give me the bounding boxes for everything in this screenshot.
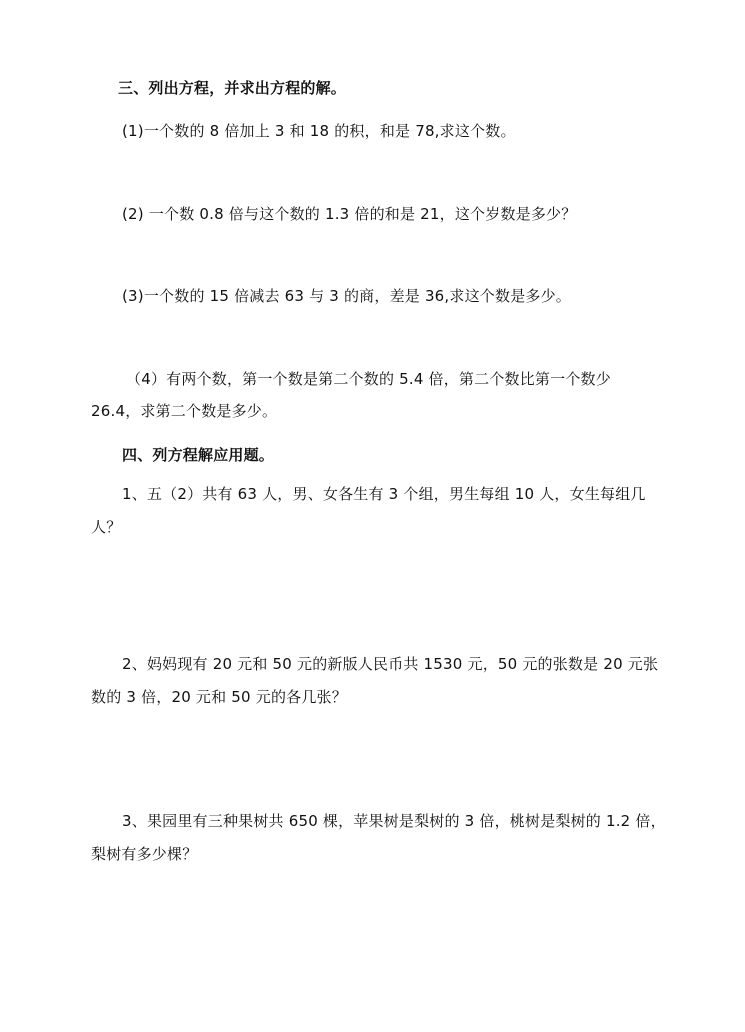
- question-3: (3)一个数的 15 倍减去 63 与 3 的商，差是 36,求这个数是多少。: [122, 287, 571, 305]
- question-1: (1)一个数的 8 倍加上 3 和 18 的积，和是 78,求这个数。: [122, 122, 516, 140]
- section4-heading: 四、列方程解应用题。: [122, 446, 275, 464]
- problem-1-line-1: 1、五（2）共有 63 人，男、女各生有 3 个组，男生每组 10 人，女生每组几: [122, 485, 646, 503]
- problem-2-line-2: 数的 3 倍，20 元和 50 元的各几张？: [91, 688, 347, 706]
- section3-heading: 三、列出方程，并求出方程的解。: [118, 79, 347, 97]
- problem-3-line-1: 3、果园里有三种果树共 650 棵，苹果树是梨树的 3 倍，桃树是梨树的 1.2 倍，: [122, 812, 666, 830]
- problem-1-line-2: 人？: [91, 518, 122, 536]
- question-4-line-1: （4）有两个数，第一个数是第二个数的 5.4 倍，第二个数比第一个数少: [126, 370, 611, 388]
- problem-2-line-1: 2、妈妈现有 20 元和 50 元的新版人民币共 1530 元，50 元的张数是 20 元张: [122, 655, 659, 673]
- question-2: (2) 一个数 0.8 倍与这个数的 1.3 倍的和是 21，这个岁数是多少？: [122, 205, 577, 223]
- problem-3-line-2: 梨树有多少棵？: [91, 845, 198, 863]
- question-4-line-2: 26.4，求第二个数是多少。: [91, 402, 278, 420]
